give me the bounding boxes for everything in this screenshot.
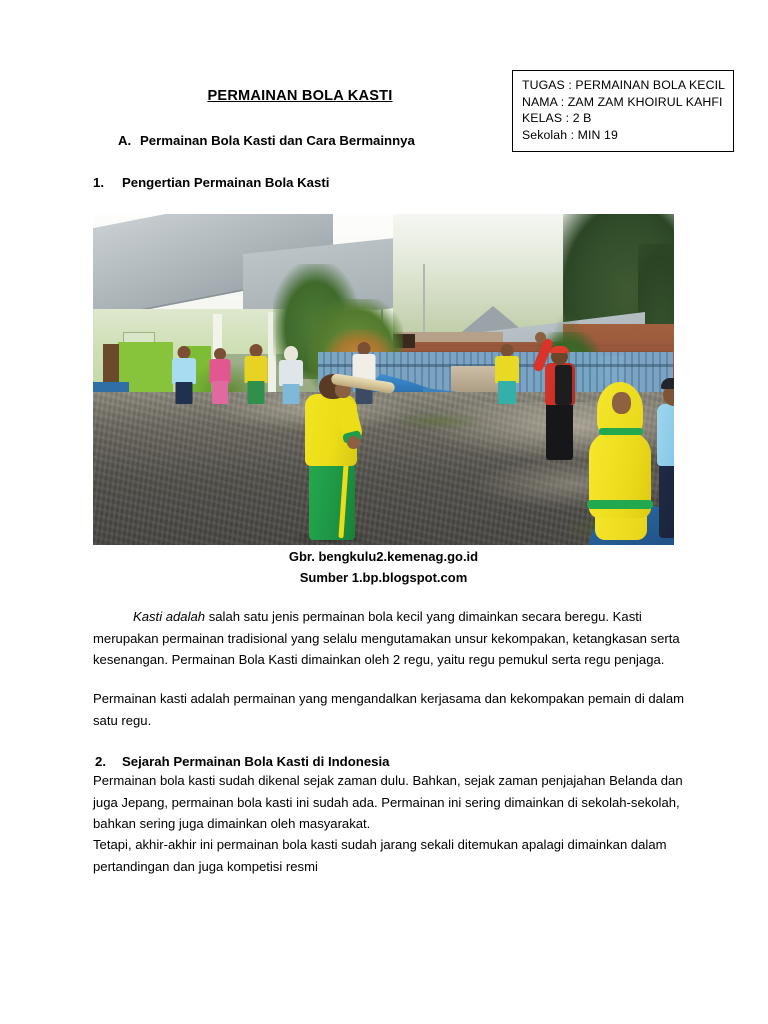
photo-girl-hijab-band	[599, 428, 643, 435]
photo-child-body	[172, 358, 196, 384]
photo-child-background-1	[171, 346, 197, 404]
photo-child-body	[495, 356, 519, 383]
photo-child-legs	[212, 381, 228, 404]
heading-section-a-marker: A.	[118, 133, 132, 148]
photo-child-body	[210, 359, 231, 383]
photo-teacher-cap	[550, 346, 569, 353]
heading-item-1-marker: 1.	[93, 175, 104, 190]
photo-grass-patch	[393, 412, 483, 430]
figure-caption-source: Gbr. bengkulu2.kemenag.go.id	[288, 549, 479, 564]
photo-batter-pants	[309, 460, 355, 540]
photo-girl-face	[612, 392, 631, 414]
photo-child-legs	[176, 382, 193, 404]
figure-caption-origin: Sumber 1.bp.blogspot.com	[299, 570, 468, 585]
photo-girl-gown-hem	[587, 500, 653, 509]
paragraph-teamwork: Permainan kasti adalah permainan yang mengandalkan kerjasama dan kekompakan pemain di dalam satu regu.	[93, 691, 685, 728]
identity-line-kelas: KELAS : 2 B	[522, 111, 592, 126]
photo-child-legs	[498, 381, 516, 404]
photo-child-background-3	[243, 344, 269, 404]
paragraph-history: Permainan bola kasti sudah dikenal sejak zaman dulu. Bahkan, sejak zaman penjajahan Belanda dan juga Jepang, permainan bola kasti ini sudah ada. Permainan ini sering dimainkan di sekolah-sekolah, bahkan sering juga dimainkan oleh masyarakat.	[93, 773, 683, 832]
photo-child-background-2	[208, 348, 232, 404]
heading-section-a-label: Permainan Bola Kasti dan Cara Bermainnya	[140, 133, 415, 148]
paragraph-present-day: Tetapi, akhir-akhir ini permainan bola kasti sudah jarang sekali ditemukan apalagi dimainkan dalam pertandingan dan juga kompetisi resmi	[93, 837, 667, 874]
photo-batter-child	[283, 372, 373, 545]
photo-teacher-legs	[546, 402, 573, 460]
heading-item-2	[95, 754, 390, 769]
photo-child-legs	[248, 381, 265, 404]
identity-box	[512, 70, 734, 152]
photo-boy-pants	[659, 462, 674, 538]
identity-line-nama: NAMA : ZAM ZAM KHOIRUL KAHFI	[522, 94, 723, 109]
identity-line-sekolah: Sekolah : MIN 19	[522, 127, 618, 142]
heading-item-1-label: Pengertian Permainan Bola Kasti	[122, 175, 330, 190]
photo-teacher	[533, 342, 585, 467]
heading-item-2-label: Sejarah Permainan Bola Kasti di Indonesia	[122, 754, 390, 769]
photo-boy-blue-jacket	[653, 378, 674, 545]
figure-photo-kasti-game	[93, 214, 674, 545]
identity-line-tugas: TUGAS : PERMAINAN BOLA KECIL	[522, 78, 726, 92]
photo-child-body	[245, 356, 268, 383]
photo-child-background-6	[493, 344, 520, 404]
photo-boy-jacket	[657, 404, 674, 466]
photo-teacher-vest	[555, 365, 572, 405]
paragraph-definition-body: salah satu jenis permainan bola kecil yang dimainkan secara beregu. Kasti merupakan permainan tradisional yang selalu mengutamakan unsur kekompakan, ketangkasan serta kesenangan. Permainan Bola Kasti dimainkan oleh 2 regu, yaitu regu pemukul serta regu penjaga.	[93, 609, 680, 668]
photo-girl-yellow-hijab	[583, 382, 657, 545]
paragraph-definition-term: Kasti adalah	[133, 609, 206, 624]
heading-item-1	[93, 175, 329, 190]
photo-child-hijab	[284, 346, 298, 361]
paragraph-definition	[93, 606, 685, 671]
heading-item-2-marker: 2.	[95, 754, 106, 769]
photo-boy-cap	[661, 378, 674, 389]
photo-batter-hand	[347, 436, 360, 449]
page-title: PERMAINAN BOLA KASTI	[207, 88, 393, 104]
photo-teacher-hand	[535, 332, 546, 343]
heading-section-a	[118, 133, 415, 148]
